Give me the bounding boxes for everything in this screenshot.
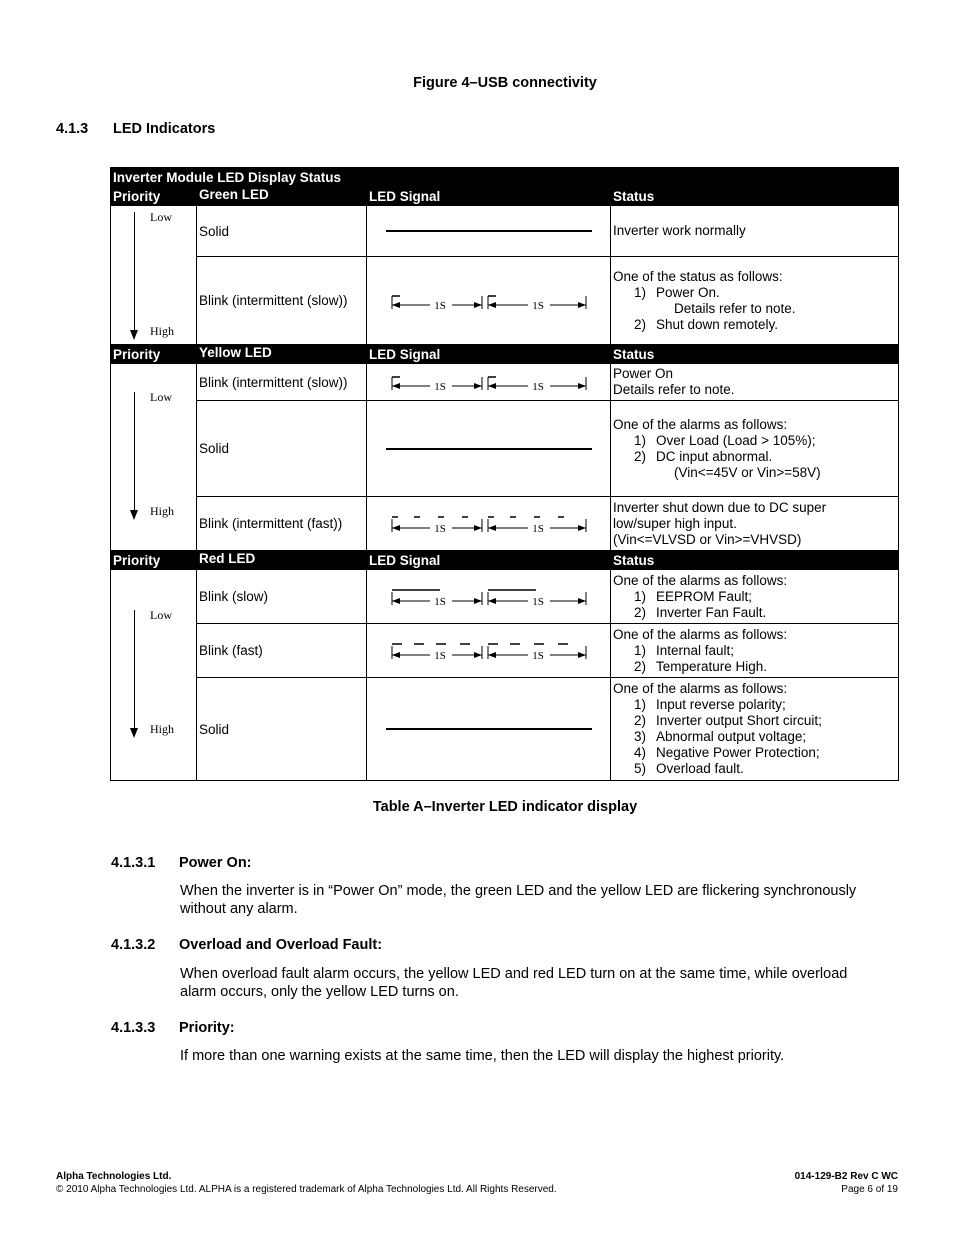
status-item-number: 2) [633, 448, 646, 464]
arrow-down-icon [130, 728, 138, 738]
status-list-item [613, 433, 896, 449]
status-item-text: Power On. [656, 284, 720, 300]
interval-label: 1S [433, 381, 446, 393]
status-item-number: 4) [633, 745, 646, 760]
header-priority: Priority [111, 187, 197, 206]
subsection-number: 4.1.3.2 [111, 937, 156, 953]
arrow-right-head [474, 302, 482, 308]
priority-low-label: Low [150, 210, 172, 224]
status-line: (Vin<=VLVSD or Vin>=VHVSD) [613, 531, 802, 547]
arrow-left-head [392, 302, 400, 308]
interval-label: 1S [433, 299, 446, 312]
priority-arrow-box [111, 206, 196, 344]
subsection-number: 4.1.3.1 [111, 855, 156, 871]
led-mode: Solid [197, 401, 367, 497]
group-header-red [111, 551, 899, 570]
priority-indicator-yellow [111, 364, 197, 551]
interval-label: 1S [433, 522, 446, 535]
priority-arrow-line [134, 212, 135, 330]
status-item-number: 2) [633, 658, 646, 674]
priority-indicator-green [111, 206, 197, 345]
table-row [111, 206, 899, 257]
header-status: Status [611, 551, 899, 570]
status-list-item [613, 713, 896, 729]
status-line: Inverter work normally [613, 223, 746, 238]
status-line: One of the alarms as follows: [613, 626, 788, 642]
table-row [111, 401, 899, 497]
interval-label: 1S [531, 595, 544, 608]
subsection-title: Power On: [179, 855, 252, 871]
signal-waveform-solid [384, 437, 594, 461]
priority-arrow-box [111, 364, 196, 550]
header-led-name: Red LED [197, 551, 367, 570]
table-row [111, 624, 899, 678]
section-heading [56, 121, 215, 137]
status-item-text: DC input abnormal. [656, 448, 773, 464]
footer-doc-number: 014-129-B2 Rev C WC [794, 1171, 898, 1182]
led-signal-cell [367, 364, 611, 401]
priority-low-label: Low [150, 608, 172, 622]
status-item-text: Abnormal output voltage; [656, 729, 807, 744]
subsection-heading-overload [111, 937, 382, 953]
arrow-right-head [578, 383, 586, 389]
arrow-right-head [578, 525, 586, 531]
status-item-continuation: Details refer to note. [674, 300, 796, 316]
status-item-text: Shut down remotely. [656, 316, 779, 332]
paragraph-overload: When overload fault alarm occurs, the yellow LED and red LED turn on at the same time, while overload alarm occurs, only the yellow LED turns on. [180, 966, 848, 1000]
led-signal-cell [367, 257, 611, 345]
led-mode: Blink (fast) [197, 624, 367, 678]
signal-waveform-slow2 [384, 585, 594, 609]
status-line: One of the alarms as follows: [613, 681, 788, 696]
status-line: One of the alarms as follows: [613, 416, 788, 432]
status-item-text: Temperature High. [656, 658, 768, 674]
paragraph-power-on: When the inverter is in “Power On” mode, the green LED and the yellow LED are flickering synchronously without any alarm. [180, 883, 857, 917]
status-item-text: Over Load (Load > 105%); [656, 432, 816, 448]
header-signal: LED Signal [367, 187, 611, 206]
status-line: Details refer to note. [613, 382, 735, 397]
group-header-yellow [111, 345, 899, 364]
table-caption: Table A–Inverter LED indicator display [372, 799, 638, 815]
status-item-number: 2) [633, 316, 646, 332]
arrow-down-icon [130, 510, 138, 520]
arrow-left-head [392, 598, 400, 604]
signal-waveform-solid [384, 219, 594, 243]
led-signal-cell [367, 570, 611, 624]
priority-arrow-line [134, 610, 135, 728]
subsection-number: 4.1.3.3 [111, 1020, 156, 1036]
status-list-item [613, 643, 896, 659]
status-item-number: 1) [633, 284, 646, 300]
signal-waveform-slow [384, 370, 594, 394]
status-list-item [613, 729, 896, 745]
status-list-item [613, 605, 896, 621]
status-item-number: 1) [633, 432, 646, 448]
led-mode: Blink (intermittent (slow)) [197, 257, 367, 345]
status-item-number: 5) [633, 761, 646, 776]
status-item-text: Internal fault; [656, 642, 735, 658]
led-status [611, 206, 899, 257]
status-item-number: 1) [633, 697, 646, 712]
arrow-left-head [488, 598, 496, 604]
status-item-text: Overload fault. [656, 761, 744, 776]
led-status [611, 624, 899, 678]
arrow-left-head [488, 302, 496, 308]
led-signal-cell [367, 206, 611, 257]
header-status: Status [611, 345, 899, 364]
table-row [111, 257, 899, 345]
status-item-number: 1) [633, 588, 646, 604]
status-line: Power On [613, 366, 674, 381]
arrow-down-icon [130, 330, 138, 340]
header-led-name: Yellow LED [197, 345, 367, 364]
footer-page-number: Page 6 of 19 [841, 1184, 898, 1195]
interval-label: 1S [433, 595, 446, 608]
section-title: LED Indicators [113, 121, 216, 137]
priority-low-label: Low [150, 390, 172, 404]
led-status [611, 678, 899, 781]
signal-waveform-slow [384, 289, 594, 313]
arrow-left-head [392, 525, 400, 531]
led-mode: Blink (intermittent (slow)) [197, 364, 367, 401]
table-title-row [111, 168, 899, 187]
priority-arrow-box [111, 570, 196, 780]
priority-high-label: High [150, 324, 174, 338]
priority-high-label: High [150, 722, 174, 736]
arrow-right-head [474, 598, 482, 604]
status-item-number: 3) [633, 729, 646, 744]
subsection-title: Overload and Overload Fault: [179, 937, 383, 953]
table-title: Inverter Module LED Display Status [111, 168, 899, 187]
signal-waveform-solid [384, 717, 594, 741]
subsection-heading-priority [111, 1020, 235, 1036]
arrow-left-head [488, 525, 496, 531]
interval-label: 1S [433, 649, 446, 662]
arrow-right-head [578, 598, 586, 604]
interval-label: 1S [531, 381, 544, 393]
arrow-right-head [578, 302, 586, 308]
led-signal-cell [367, 678, 611, 781]
status-list-item [613, 449, 896, 465]
arrow-right-head [474, 383, 482, 389]
arrow-left-head [392, 383, 400, 389]
status-list-item [613, 697, 896, 713]
header-signal: LED Signal [367, 345, 611, 364]
status-item-text: Input reverse polarity; [656, 697, 786, 712]
signal-waveform-fast2 [384, 639, 594, 663]
group-header-green [111, 187, 899, 206]
led-mode: Blink (intermittent (fast)) [197, 497, 367, 551]
led-status [611, 364, 899, 401]
status-list-item [613, 745, 896, 761]
status-item-number: 2) [633, 604, 646, 620]
table-row [111, 364, 899, 401]
status-item-text: Inverter Fan Fault. [656, 604, 767, 620]
status-list-item [613, 317, 896, 333]
header-led-name: Green LED [197, 187, 367, 206]
led-status [611, 497, 899, 551]
interval-label: 1S [531, 649, 544, 662]
arrow-left-head [392, 652, 400, 658]
arrow-right-head [474, 652, 482, 658]
led-indicator-table [110, 167, 899, 781]
led-status [611, 570, 899, 624]
status-list-item [613, 589, 896, 605]
priority-arrow-line [134, 392, 135, 510]
section-number: 4.1.3 [56, 121, 89, 137]
status-list-item [613, 285, 896, 301]
table-row [111, 678, 899, 781]
status-line: low/super high input. [613, 515, 737, 531]
led-mode: Solid [197, 678, 367, 781]
status-line: One of the status as follows: [613, 268, 783, 284]
status-item-number: 2) [633, 713, 646, 728]
status-line: One of the alarms as follows: [613, 572, 788, 588]
status-item-text: Negative Power Protection; [656, 745, 820, 760]
led-mode: Solid [197, 206, 367, 257]
footer-copyright: © 2010 Alpha Technologies Ltd. ALPHA is a registered trademark of Alpha Technologies Ltd. All Rights Reserved. [56, 1184, 557, 1195]
status-item-number: 1) [633, 642, 646, 658]
status-line: Inverter shut down due to DC super [613, 499, 827, 515]
footer-company: Alpha Technologies Ltd. [56, 1171, 172, 1182]
arrow-left-head [488, 383, 496, 389]
signal-waveform-fast [384, 512, 594, 536]
header-signal: LED Signal [367, 551, 611, 570]
led-signal-cell [367, 401, 611, 497]
led-status [611, 401, 899, 497]
subsection-heading-power-on [111, 855, 252, 871]
subsection-title: Priority: [179, 1020, 235, 1036]
header-status: Status [611, 187, 899, 206]
status-item-continuation: (Vin<=45V or Vin>=58V) [674, 464, 821, 480]
header-priority: Priority [111, 551, 197, 570]
table-row [111, 570, 899, 624]
arrow-right-head [578, 652, 586, 658]
paragraph-priority: If more than one warning exists at the same time, then the LED will display the highest priority. [180, 1048, 785, 1064]
priority-high-label: High [150, 504, 174, 518]
priority-indicator-red [111, 570, 197, 781]
status-list-item [613, 659, 896, 675]
arrow-left-head [488, 652, 496, 658]
arrow-right-head [474, 525, 482, 531]
table-row [111, 497, 899, 551]
led-signal-cell [367, 624, 611, 678]
figure-caption: Figure 4–USB connectivity [413, 75, 597, 91]
status-list-item [613, 761, 896, 777]
led-mode: Blink (slow) [197, 570, 367, 624]
status-item-text: EEPROM Fault; [656, 588, 753, 604]
header-priority: Priority [111, 345, 197, 364]
status-item-text: Inverter output Short circuit; [656, 713, 822, 728]
led-signal-cell [367, 497, 611, 551]
interval-label: 1S [531, 299, 544, 312]
interval-label: 1S [531, 522, 544, 535]
led-status [611, 257, 899, 345]
